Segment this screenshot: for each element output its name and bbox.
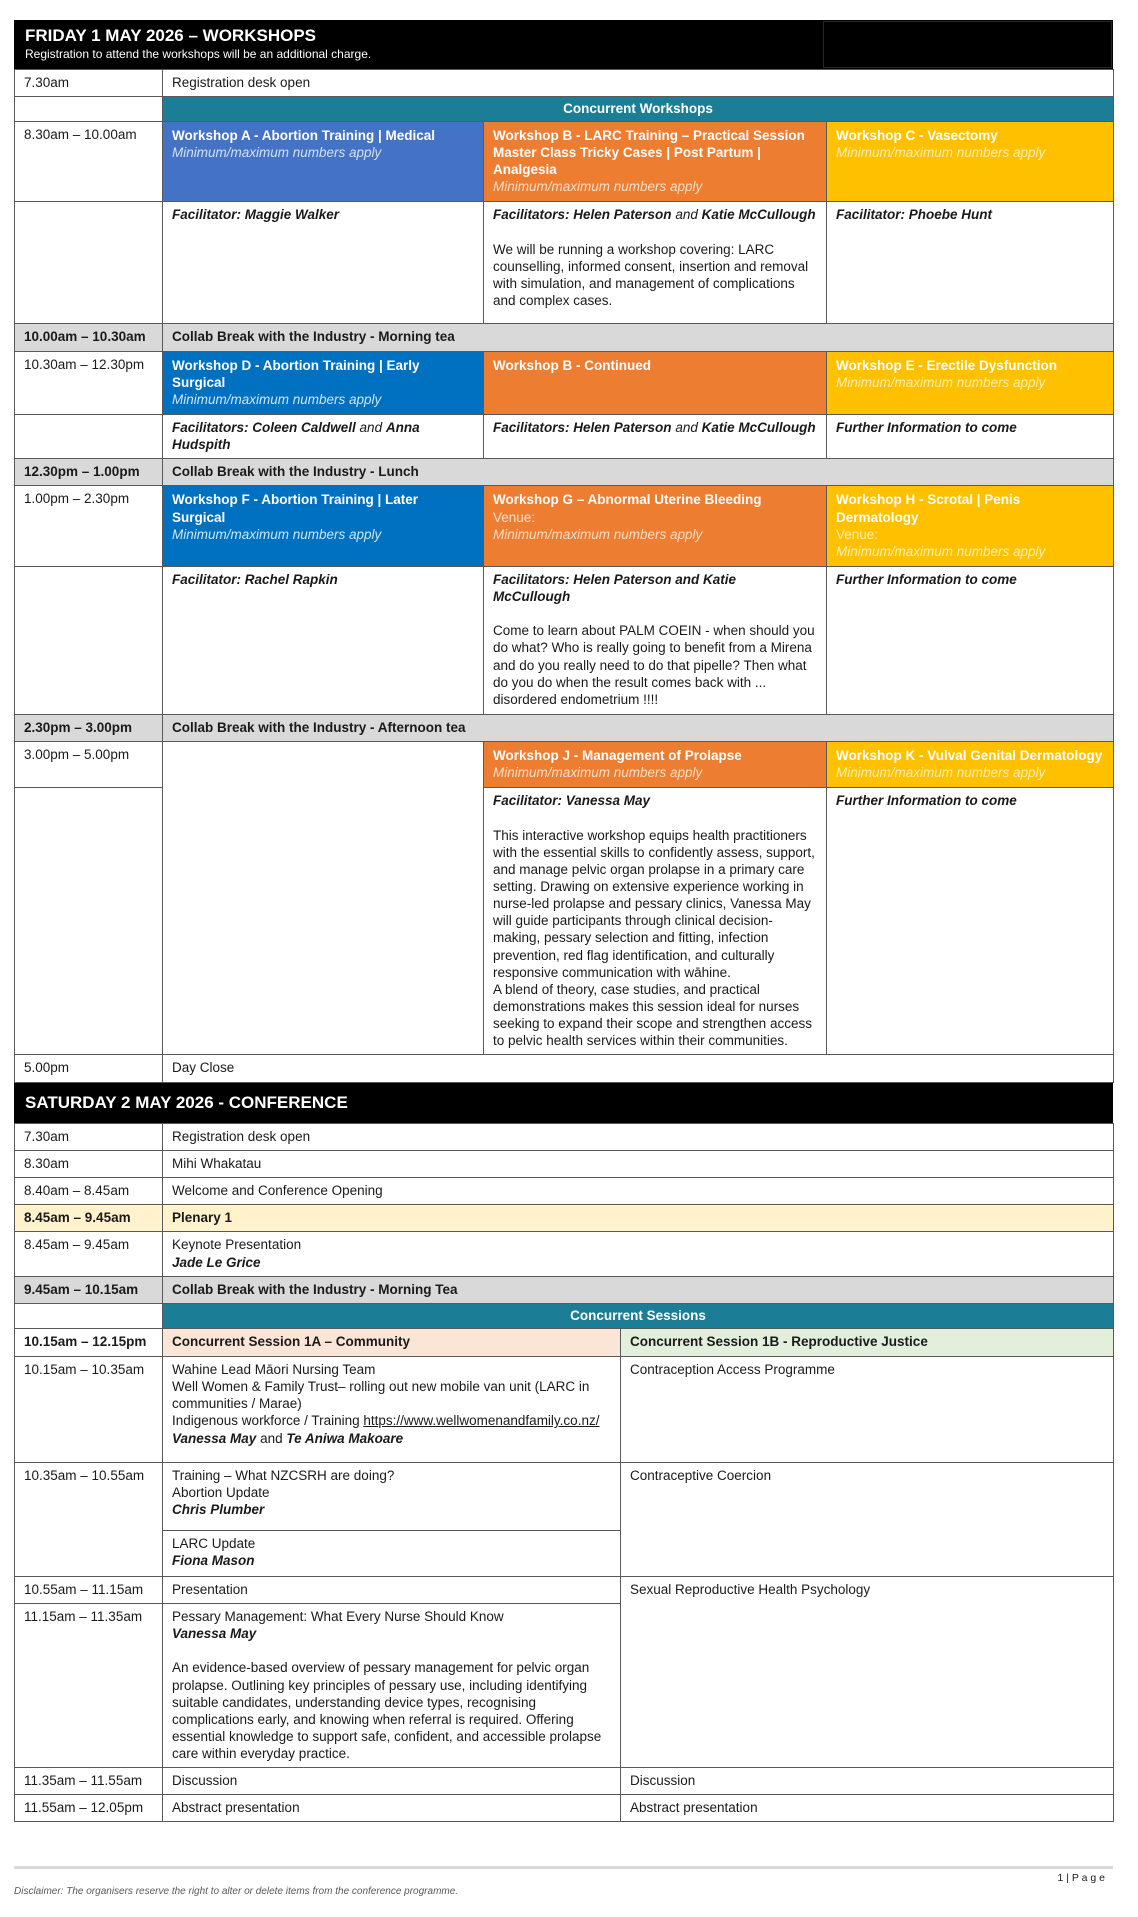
workshop-d-header-cell (163, 351, 484, 414)
workshop-c-facilitator-cell (827, 202, 1114, 324)
slot2-line2: Abortion Update (172, 1485, 270, 1501)
workshop-k-subtitle: Minimum/maximum numbers apply (836, 765, 1046, 781)
workshop-f-header-cell (163, 486, 484, 567)
friday-schedule-table (14, 69, 1114, 1083)
speaker-and: and (256, 1430, 287, 1446)
slot4-description: An evidence-based overview of pessary management for pelvic organ prolapse. Outlining key principles of pessary use, including identifying suitable candidates, understanding device types, recognising complications early, and knowing when referral is required. Offering essential knowledge to support safe, confident, and accessible prolapse care within everyday practice. (172, 1660, 602, 1762)
speaker-name: Te Aniwa Makoare (286, 1430, 404, 1446)
concurrent-workshops-banner: Concurrent Workshops (163, 96, 1114, 121)
event-cell: Mihi Whakatau (163, 1150, 1114, 1177)
workshop-e-title: Workshop E - Erectile Dysfunction (836, 357, 1058, 373)
time-cell: 7.30am (15, 69, 163, 96)
blank-line (172, 1642, 611, 1659)
session-1a-slot2-lower-cell (163, 1530, 621, 1576)
friday-lunch-row (15, 459, 1114, 486)
facilitator-and: and (671, 207, 702, 223)
disclaimer-text: Disclaimer: The organisers reserve the right to alter or delete items from the conference programme. (14, 1886, 459, 1897)
workshop-e-subtitle: Minimum/maximum numbers apply (836, 374, 1046, 390)
blank-line (493, 810, 817, 827)
workshop-f-title: Workshop F - Abortion Training | Later Surgical (172, 492, 419, 525)
slot1-line2: Well Women & Family Trust– rolling out new mobile van unit (LARC in communities / Marae) (172, 1379, 590, 1412)
time-cell-empty (15, 415, 163, 459)
friday-session2-header-row (15, 351, 1114, 414)
workshop-g-description: Come to learn about PALM COEIN - when should you do what? Who is really going to benefit from a Mirena and do you really need to do that pipelle? Then what do you do when the result comes back with ... disordered endometrium !!!! (493, 623, 815, 707)
keynote-label: Keynote Presentation (172, 1237, 302, 1253)
workshop-e-header-cell (827, 351, 1114, 414)
speaker-name: Vanessa May (172, 1430, 257, 1446)
friday-header-bar (14, 20, 1113, 69)
workshop-h-subtitle: Minimum/maximum numbers apply (836, 543, 1046, 559)
workshop-a-facilitator-cell (163, 202, 484, 324)
time-cell: 8.45am – 9.45am (15, 1205, 163, 1232)
event-cell: Welcome and Conference Opening (163, 1178, 1114, 1205)
friday-session2-facilitator-row (15, 415, 1114, 459)
workshop-g-facilitators: Facilitators: Helen Paterson and Katie McCullough (493, 572, 737, 605)
event-cell: Day Close (163, 1055, 1114, 1082)
time-cell: 12.30pm – 1.00pm (15, 459, 163, 486)
session-1b-slot2-cell: Contraceptive Coercion (621, 1462, 1114, 1576)
workshop-e-note: Further Information to come (836, 420, 1017, 436)
session-1a-header: Concurrent Session 1A – Community (163, 1328, 621, 1356)
session-1a-slot5-cell: Discussion (163, 1768, 621, 1795)
saturday-slot2-row-a (15, 1462, 1114, 1530)
time-cell-empty (15, 202, 163, 324)
workshop-h-title: Workshop H - Scrotal | Penis Dermatology (836, 492, 1021, 525)
time-cell-empty (15, 567, 163, 715)
page-number: 1 | P a g e (1057, 1872, 1105, 1884)
blank-line (493, 224, 817, 241)
workshop-f-subtitle: Minimum/maximum numbers apply (172, 526, 382, 542)
workshop-j-subtitle: Minimum/maximum numbers apply (493, 765, 703, 781)
workshop-a-title: Workshop A - Abortion Training | Medical (172, 127, 436, 143)
time-cell: 8.30am – 10.00am (15, 121, 163, 202)
workshop-c-facilitator: Facilitator: Phoebe Hunt (836, 207, 993, 223)
session-1b-slot3-cell: Sexual Reproductive Health Psychology (621, 1576, 1114, 1767)
saturday-concurrent-banner-row (15, 1303, 1114, 1328)
workshop-a-subtitle: Minimum/maximum numbers apply (172, 145, 382, 161)
workshop-b-continued-header-cell (484, 351, 827, 414)
slot1-line1: Wahine Lead Māori Nursing Team (172, 1361, 376, 1377)
facilitator-name: Katie McCullough (701, 207, 816, 223)
friday-session1-facilitator-row (15, 202, 1114, 324)
facilitator-name: Facilitators: Helen Paterson (493, 207, 672, 223)
workshop-k-info-cell (827, 788, 1114, 1055)
friday-subtitle: Registration to attend the workshops will be an additional charge. (25, 47, 372, 62)
time-cell: 10.00am – 10.30am (15, 324, 163, 351)
friday-header-text (14, 20, 823, 69)
session-1b-slot5-cell: Discussion (621, 1768, 1114, 1795)
facilitator-and: and (671, 420, 702, 436)
workshop-h-note: Further Information to come (836, 572, 1017, 588)
blank-line (493, 605, 817, 622)
saturday-header-bar (14, 1083, 1113, 1123)
slot2-line3: LARC Update (172, 1535, 256, 1551)
programme-document (14, 20, 1113, 1822)
time-cell-empty (15, 788, 163, 1055)
workshop-b-continued-title: Workshop B - Continued (493, 357, 651, 373)
saturday-header-text (14, 1083, 1113, 1123)
session-1b-slot6-cell: Abstract presentation (621, 1795, 1114, 1822)
workshop-a-facilitator: Facilitator: Maggie Walker (172, 207, 340, 223)
friday-title: FRIDAY 1 MAY 2026 – WORKSHOPS (25, 26, 317, 45)
saturday-plenary-row (15, 1205, 1114, 1232)
workshop-k-header-cell (827, 742, 1114, 788)
workshop-j-facilitator-cell (484, 788, 827, 1055)
friday-session3-header-row (15, 486, 1114, 567)
friday-session3-facilitator-row (15, 567, 1114, 715)
time-cell: 8.30am (15, 1150, 163, 1177)
friday-session4-header-row (15, 742, 1114, 788)
facilitator-name: Facilitators: Coleen Caldwell (172, 420, 356, 436)
time-cell: 1.00pm – 2.30pm (15, 486, 163, 567)
workshop-d-subtitle: Minimum/maximum numbers apply (172, 391, 382, 407)
workshop-b-continued-facilitator-cell (484, 415, 827, 459)
facilitator-name: Anna Hudspith (172, 420, 420, 453)
workshop-g-subtitle: Minimum/maximum numbers apply (493, 526, 703, 542)
workshop-e-info-cell (827, 415, 1114, 459)
facilitator-name: Katie McCullough (701, 420, 816, 436)
session-1a-slot1-cell (163, 1356, 621, 1462)
session-1b-header: Concurrent Session 1B - Reproductive Justice (621, 1328, 1114, 1356)
workshop-c-header-cell (827, 121, 1114, 202)
slot2-speaker: Chris Plumber (172, 1502, 265, 1518)
saturday-schedule-table (14, 1123, 1114, 1823)
friday-day-close-row (15, 1055, 1114, 1082)
session-1a-slot4-cell (163, 1604, 621, 1768)
workshop-d-title: Workshop D - Abortion Training | Early Surgical (172, 357, 420, 390)
footer-rule (14, 1866, 1113, 1869)
time-cell: 11.15am – 11.35am (15, 1604, 163, 1768)
workshop-h-header-cell (827, 486, 1114, 567)
slot1-speakers (172, 1430, 611, 1447)
workshop-h-info-cell (827, 567, 1114, 715)
slot2-line1: Training – What NZCSRH are doing? (172, 1467, 395, 1483)
friday-registration-row (15, 69, 1114, 96)
time-cell: 11.55am – 12.05pm (15, 1795, 163, 1822)
friday-concurrent-banner-row (15, 96, 1114, 121)
time-cell-empty (15, 96, 163, 121)
workshop-b-subtitle: Minimum/maximum numbers apply (493, 179, 703, 195)
workshop-b-facilitators (493, 206, 817, 223)
saturday-registration-row (15, 1123, 1114, 1150)
slot4-speaker: Vanessa May (172, 1626, 257, 1642)
workshop-g-facilitator-cell (484, 567, 827, 715)
workshop-k-title: Workshop K - Vulval Genital Dermatology (836, 748, 1103, 764)
break-label: Collab Break with the Industry - Morning tea (163, 324, 1114, 351)
time-cell: 8.45am – 9.45am (15, 1232, 163, 1276)
time-cell: 7.30am (15, 1123, 163, 1150)
workshop-b-header-cell (484, 121, 827, 202)
time-cell: 11.35am – 11.55am (15, 1768, 163, 1795)
saturday-slot3-row (15, 1576, 1114, 1603)
saturday-slot6-row (15, 1795, 1114, 1822)
workshop-b-title: Workshop B - LARC Training – Practical Session Master Class Tricky Cases | Post Partum | Analgesia (493, 127, 805, 178)
session-1b-slot1-cell: Contraception Access Programme (621, 1356, 1114, 1462)
plenary-label: Plenary 1 (163, 1205, 1114, 1232)
friday-morning-tea-row (15, 324, 1114, 351)
saturday-mihi-row (15, 1150, 1114, 1177)
keynote-cell (163, 1232, 1114, 1276)
time-cell: 9.45am – 10.15am (15, 1276, 163, 1303)
facilitator-and: and (355, 420, 386, 436)
concurrent-sessions-banner: Concurrent Sessions (163, 1303, 1114, 1328)
workshop-g-venue: Venue: (493, 509, 536, 525)
slot4-title: Pessary Management: What Every Nurse Should Know (172, 1609, 504, 1625)
saturday-slot5-row (15, 1768, 1114, 1795)
saturday-slot1-row (15, 1356, 1114, 1462)
session-1a-slot2-upper-cell (163, 1462, 621, 1530)
facilitator-name: Facilitators: Helen Paterson (493, 420, 672, 436)
workshop-d-facilitator-cell (163, 415, 484, 459)
time-cell: 10.15am – 10.35am (15, 1356, 163, 1462)
workshop-b-description: We will be running a workshop covering: LARC counselling, informed consent, insertion and removal with simulation, and management of complications and complex cases. (493, 241, 809, 309)
keynote-speaker: Jade Le Grice (172, 1254, 261, 1270)
time-cell: 10.15am – 12.15pm (15, 1328, 163, 1356)
session-1a-slot6-cell: Abstract presentation (163, 1795, 621, 1822)
event-cell: Registration desk open (163, 1123, 1114, 1150)
time-cell: 10.30am – 12.30pm (15, 351, 163, 414)
break-label: Collab Break with the Industry - Afternoon tea (163, 715, 1114, 742)
time-cell: 10.55am – 11.15am (15, 1576, 163, 1603)
saturday-morning-tea-row (15, 1276, 1114, 1303)
friday-afternoon-tea-row (15, 715, 1114, 742)
wellwomen-link[interactable]: https://www.wellwomenandfamily.co.nz/ (363, 1413, 600, 1429)
empty-cell (163, 742, 484, 1055)
break-label: Collab Break with the Industry - Morning Tea (163, 1276, 1114, 1303)
time-cell-empty (15, 1303, 163, 1328)
saturday-session-headers-row (15, 1328, 1114, 1356)
workshop-c-subtitle: Minimum/maximum numbers apply (836, 145, 1046, 161)
workshop-b-facilitator-cell (484, 202, 827, 324)
workshop-j-description-1: This interactive workshop equips health practitioners with the essential skills to confidently assess, support, and manage pelvic organ prolapse in a primary care setting. Drawing on extensive experience working in nurse-led prolapse and pessary clinics, Vanessa May will guide participants through clinical decision-making, pessary selection and fitting, infection prevention, red flag identification, and culturally responsive communication with wāhine. (493, 827, 815, 980)
workshop-c-title: Workshop C - Vasectomy (836, 127, 998, 143)
workshop-k-note: Further Information to come (836, 793, 1017, 809)
page-footer (14, 1866, 1113, 1897)
time-cell: 5.00pm (15, 1055, 163, 1082)
event-cell: Registration desk open (163, 69, 1114, 96)
workshop-j-description-2: A blend of theory, case studies, and practical demonstrations makes this session ideal for nurses seeking to expand their scope and strengthen access to pelvic health services within their communities. (493, 981, 812, 1049)
workshop-a-header-cell (163, 121, 484, 202)
workshop-j-facilitator: Facilitator: Vanessa May (493, 793, 651, 809)
workshop-f-facilitator: Facilitator: Rachel Rapkin (172, 572, 338, 588)
friday-session1-header-row (15, 121, 1114, 202)
slot1-line3 (172, 1412, 611, 1429)
saturday-welcome-row (15, 1178, 1114, 1205)
workshop-g-header-cell (484, 486, 827, 567)
workshop-j-header-cell (484, 742, 827, 788)
time-cell: 10.35am – 10.55am (15, 1462, 163, 1576)
workshop-g-title: Workshop G – Abnormal Uterine Bleeding (493, 492, 762, 508)
friday-header-spacer-cell (823, 21, 1112, 68)
workshop-f-facilitator-cell (163, 567, 484, 715)
saturday-keynote-row (15, 1232, 1114, 1276)
workshop-b-continued-facilitators (493, 419, 817, 436)
workshop-h-venue: Venue: (836, 526, 879, 542)
time-cell: 3.00pm – 5.00pm (15, 742, 163, 788)
workshop-j-title: Workshop J - Management of Prolapse (493, 748, 742, 764)
saturday-title: SATURDAY 2 MAY 2026 - CONFERENCE (25, 1092, 348, 1112)
break-label: Collab Break with the Industry - Lunch (163, 459, 1114, 486)
session-1a-slot3-cell: Presentation (163, 1576, 621, 1603)
slot1-line3-text: Indigenous workforce / Training (172, 1413, 364, 1429)
time-cell: 8.40am – 8.45am (15, 1178, 163, 1205)
time-cell: 2.30pm – 3.00pm (15, 715, 163, 742)
workshop-d-facilitators (172, 419, 474, 453)
slot2-speaker2: Fiona Mason (172, 1553, 255, 1569)
